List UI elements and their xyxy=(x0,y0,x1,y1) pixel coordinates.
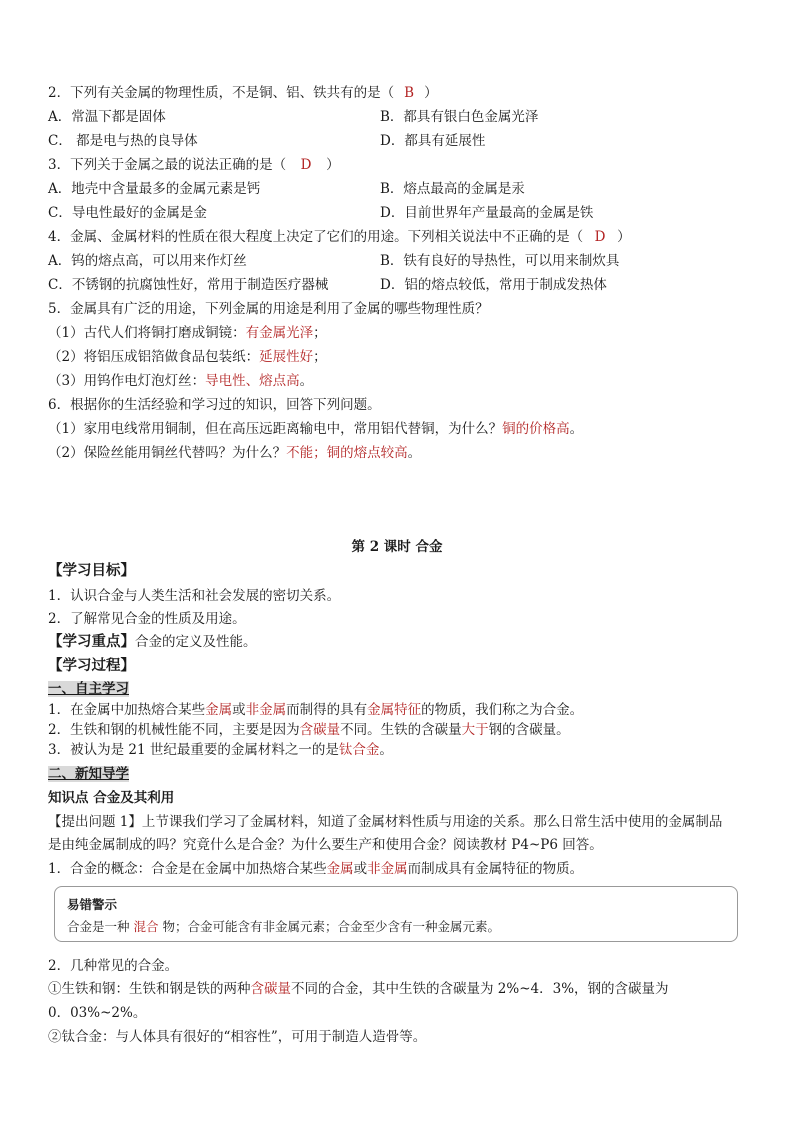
lesson-title: 第 2 课时 合金 xyxy=(351,539,443,555)
warning-box xyxy=(54,886,738,942)
process-heading: 【学习过程】 xyxy=(48,657,135,674)
common-alloys-heading: 2．几种常见的合金。 xyxy=(48,958,179,974)
warning-title: 易错警示 xyxy=(67,897,118,912)
self-study-1: 1．在金属中加热熔合某些金属或非金属而制得的具有金属特征的物质，我们称之为合金。 xyxy=(48,702,584,718)
self-study-heading: 一、自主学习 xyxy=(48,681,129,697)
alloy-item-1: ①生铁和钢：生铁和钢是铁的两种含碳量不同的合金，其中生铁的含碳量为 2%~4．3%，钢的含碳量为 xyxy=(48,981,669,997)
q6-answer2: 不能；铜的熔点较高 xyxy=(286,445,408,461)
q2-option-a: A．常温下都是固体 xyxy=(48,109,166,125)
q3-option-c: C．导电性最好的金属是金 xyxy=(48,205,207,221)
alloy-item-1-cont: 0．03%~2%。 xyxy=(48,1005,147,1021)
q6-sub1: （1）家用电线常用铜制，但在高压远距离输电中，常用铝代替铜，为什么？铜的价格高。 xyxy=(48,421,584,437)
q3-stem: 3．下列关于金属之最的说法正确的是（ D ） xyxy=(48,157,340,173)
q6-answer1: 铜的价格高 xyxy=(502,421,570,437)
q2-stem: 2．下列有关金属的物理性质，不是铜、铝、铁共有的是（ B ） xyxy=(48,85,438,101)
focus-line: 【学习重点】合金的定义及性能。 xyxy=(48,633,257,650)
q3-option-a: A．地壳中含量最多的金属元素是钙 xyxy=(48,181,261,197)
q5-sub3: （3）用钨作电灯泡灯丝：导电性、熔点高。 xyxy=(48,373,314,389)
q5-answer2: 延展性好 xyxy=(259,349,314,365)
q4-option-c: C．不锈钢的抗腐蚀性好，常用于制造医疗器械 xyxy=(48,277,329,293)
q2-option-b: B．都具有银白色金属光泽 xyxy=(380,109,539,125)
q4-option-a: A．钨的熔点高，可以用来作灯丝 xyxy=(48,253,247,269)
new-study-heading: 二、新知导学 xyxy=(48,766,129,782)
q5-stem: 5．金属具有广泛的用途，下列金属的用途是利用了金属的哪些物理性质？ xyxy=(48,301,489,317)
q2-option-c: C． 都是电与热的良导体 xyxy=(48,133,198,149)
question-line-1: 【提出问题 1】上节课我们学习了金属材料，知道了金属材料性质与用途的关系。那么日常生活中使用的金属制品 xyxy=(48,814,723,830)
q2-answer: B xyxy=(404,85,415,101)
knowledge-point: 知识点 合金及其利用 xyxy=(48,790,175,806)
goal-1: 1．认识合金与人类生活和社会发展的密切关系。 xyxy=(48,588,341,604)
goals-heading: 【学习目标】 xyxy=(48,562,135,579)
q5-sub2: （2）将铝压成铝箔做食品包装纸：延展性好； xyxy=(48,349,327,365)
q5-sub1: （1）古代人们将铜打磨成铜镜：有金属光泽； xyxy=(48,325,327,341)
self-study-2: 2．生铁和钢的机械性能不同，主要是因为含碳量不同。生铁的含碳量大于钢的含碳量。 xyxy=(48,722,570,738)
q4-option-b: B．铁有良好的导热性，可以用来制炊具 xyxy=(380,253,620,269)
q3-option-b: B．熔点最高的金属是汞 xyxy=(380,181,525,197)
q4-option-d: D．铝的熔点较低，常用于制成发热体 xyxy=(380,277,607,293)
q5-answer1: 有金属光泽 xyxy=(245,325,314,341)
q6-stem: 6．根据你的生活经验和学习过的知识，回答下列问题。 xyxy=(48,397,381,413)
alloy-concept: 1．合金的概念：合金是在金属中加热熔合某些金属或非金属而制成具有金属特征的物质。 xyxy=(48,861,584,877)
focus-heading: 【学习重点】 xyxy=(48,633,135,650)
self-study-3: 3．被认为是 21 世纪最重要的金属材料之一的是钛合金。 xyxy=(48,742,393,758)
goal-2: 2．了解常见合金的性质及用途。 xyxy=(48,611,246,627)
q2-option-d: D．都具有延展性 xyxy=(380,133,486,149)
q5-answer3: 导电性、熔点高 xyxy=(205,373,300,389)
q6-sub2: （2）保险丝能用铜丝代替吗？为什么？不能；铜的熔点较高。 xyxy=(48,445,422,461)
q4-stem: 4．金属、金属材料的性质在很大程度上决定了它们的用途。下列相关说法中不正确的是（ D ） xyxy=(48,229,631,245)
q3-answer: D xyxy=(300,157,312,173)
question-line-2: 是由纯金属制成的吗？究竟什么是合金？为什么要生产和使用合金？阅读教材 P4~P6 回答。 xyxy=(48,837,603,853)
warning-body: 合金是一种 混合 物；合金可能含有非金属元素；合金至少含有一种金属元素。 xyxy=(67,919,500,934)
alloy-item-2: ②钛合金：与人体具有很好的“相容性”，可用于制造人造骨等。 xyxy=(48,1029,427,1045)
q4-answer: D xyxy=(594,229,606,245)
q3-option-d: D．目前世界年产量最高的金属是铁 xyxy=(380,205,594,221)
